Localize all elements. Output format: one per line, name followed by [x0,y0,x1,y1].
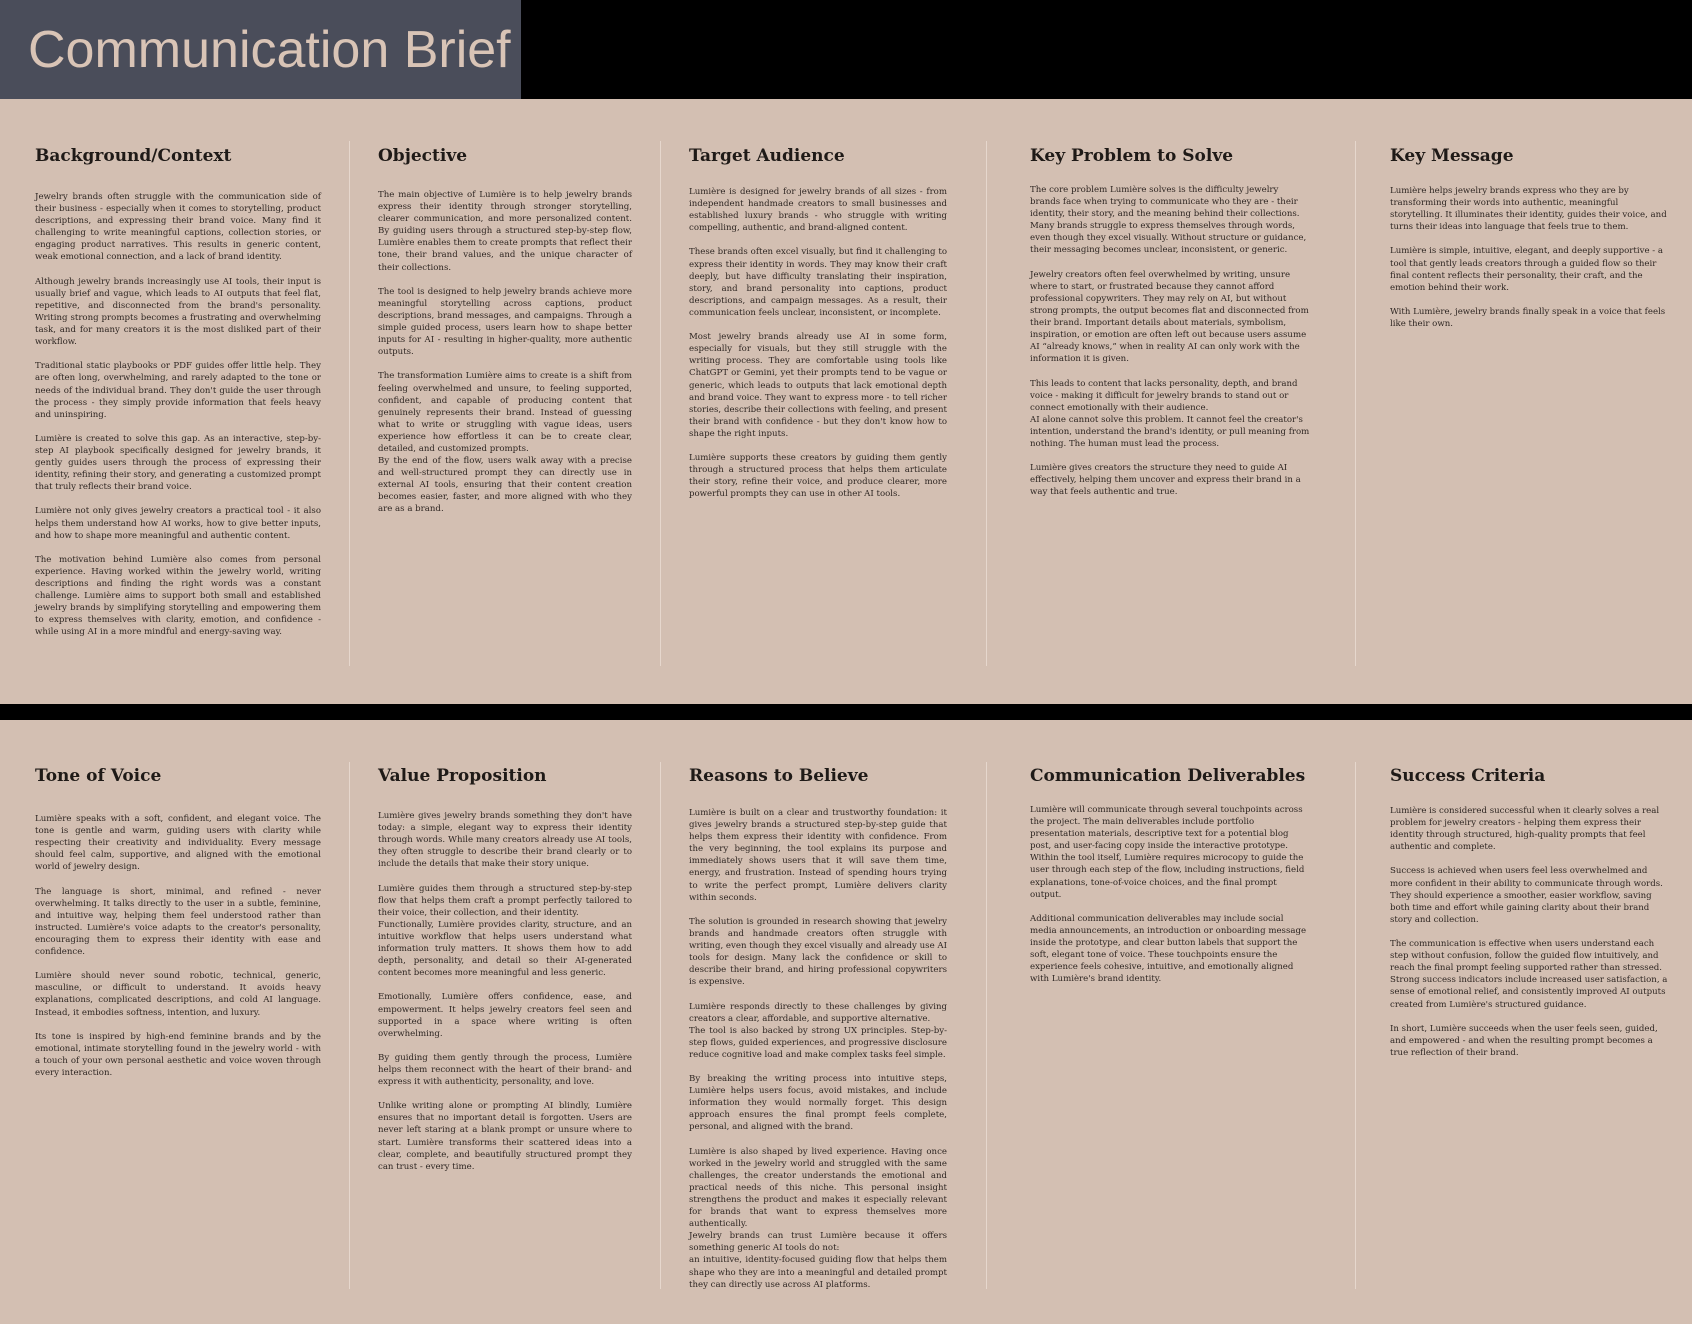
paragraph: Lumière guides them through a structured step-by-step flow that helps them craft a prompt perfectly tailored to their voice, their collection, and their identity. Functionally, Lumière provides clarity, structure, and an intuitive workflow that helps users understand what information truly matters. It shows them how to add depth, personality, and detail so their AI-generated content becomes more meaningful and less generic. [378,883,632,979]
paragraph: By guiding them gently through the process, Lumière helps them reconnect with the heart of their brand- and express it with authenticity, personality, and love. [378,1052,632,1088]
paragraph: Lumière responds directly to these challenges by giving creators a clear, affordable, and supportive alternative. The tool is also backed by strong UX principles. Step-by-step flows, guided experiences, and progressive disclosure reduce cognitive load and make complex tasks feel simple. [689,1001,947,1060]
paragraph: Jewelry brands often struggle with the communication side of their business - especially when it comes to storytelling, product descriptions, and expressing their brand voice. Many find it challenging to write meaningful captions, collection stories, or engaging product narratives. This results in generic content, weak emotional connection, and a lack of brand identity. [35,192,321,263]
paragraph: Lumière not only gives jewelry creators a practical tool - it also helps them understand how AI works, how to give better inputs, and how to shape more meaningful and authentic content. [35,506,321,541]
section-heading: Value Proposition [378,766,547,786]
paragraph: Lumière is also shaped by lived experience. Having once worked in the jewelry world and struggled with the same challenges, the creator understands the emotional and practical needs of this niche. This personal insight strengthens the product and makes it especially relevant for brands that want to express themselves more authentically. Jewelry brands can trust Lumière because it offers something generic AI tools do not: an intuitive, identity-focused guiding flow that helps them shape who they are into a meaningful and detailed prompt they can directly use across AI platforms. [689,1146,947,1290]
column-divider [349,141,350,666]
paragraph: Lumière is created to solve this gap. As an interactive, step-by-step AI playbook specifically designed for jewelry brands, it gently guides users through the process of expressing their identity, refining their story, and generating a customized prompt that truly reflects their brand voice. [35,433,321,493]
section-body [35,191,321,638]
paragraph: Lumière should never sound robotic, technical, generic, masculine, or difficult to understand. It avoids heavy explanations, complicated descriptions, and cold AI language. Instead, it embodies softness, intention, and luxury. [35,971,321,1018]
column-divider [660,141,661,666]
section-body [378,189,632,516]
section-body [1030,184,1310,498]
section-heading: Communication Deliverables [1030,766,1306,786]
column-divider [986,141,987,666]
paragraph: Additional communication deliverables may include social media announcements, an introduction or onboarding message inside the prototype, and clear button labels that support the soft, elegant tone of voice. These touchpoints ensure the experience feels cohesive, intuitive, and emotionally aligned with Lumière's brand identity. [1030,913,1307,985]
column-divider [1355,141,1356,666]
paragraph: The tool is designed to help jewelry brands achieve more meaningful storytelling across captions, product descriptions, brand messages, and campaigns. Through a simple guided process, users learn how to shape better inputs for AI - resulting in higher-quality, more authentic outputs. [378,286,632,358]
paragraph: Lumière will communicate through several touchpoints across the project. The main deliverables include portfolio presentation materials, descriptive text for a potential blog post, and user-facing copy inside the interactive prototype. Within the tool itself, Lumière requires microcopy to guide the user through each step of the flow, including instructions, field explanations, tone-of-voice choices, and the final prompt output. [1030,805,1305,900]
section-body [1030,804,1310,985]
section-heading: Reasons to Believe [689,766,869,786]
paragraph: The core problem Lumière solves is the difficulty jewelry brands face when trying to communicate who they are - their identity, their story, and the meaning behind their collections. Many brands struggle to express themselves through words, even though they excel visually. Without structure or guidance, their messaging becomes unclear, inconsistent, or generic. [1030,185,1307,256]
paragraph: Lumière is considered successful when it clearly solves a real problem for jewelry creators - helping them express their identity through structured, high-quality prompts that feel authentic and complete. [1390,806,1660,853]
section-heading: Background/Context [35,146,232,166]
brief-section-bottom [0,720,1692,1324]
paragraph: Lumière helps jewelry brands express who they are by transforming their words into authentic, meaningful storytelling. It illuminates their identity, guides their voice, and turns their ideas into language that feels true to them. [1390,186,1667,233]
paragraph: The solution is grounded in research showing that jewelry brands and handmade creators often struggle with writing, even though they excel visually and already use AI tools for design. Many lack the confidence or skill to describe their brand, and hiring professional copywriters is expensive. [689,916,947,988]
section-body [35,813,321,1079]
paragraph: The transformation Lumière aims to create is a shift from feeling overwhelmed and unsure, to feeling supported, confident, and capable of producing content that genuinely represents their brand. Instead of guessing what to write or struggling with vague ideas, users experience how effortless it can be to create clear, detailed, and customized prompts. By the end of the flow, users walk away with a precise and well-structured prompt they can directly use in external AI tools, ensuring that their content creation becomes easier, faster, and more aligned with who they are as a brand. [378,371,632,515]
paragraph: Lumière is built on a clear and trustworthy foundation: it gives jewelry brands a structured step-by-step guide that helps them express their identity with confidence. From the very beginning, the tool explains its purpose and immediately shows users that it will save them time, energy, and frustration. Instead of spending hours trying to write the perfect prompt, Lumière delivers clarity within seconds. [689,808,947,903]
title-banner [0,0,521,99]
section-body [689,807,947,1291]
paragraph: Lumière speaks with a soft, confident, and elegant voice. The tone is gentle and warm, guiding users with clarity while respecting their creativity and individuality. Every message should feel calm, supportive, and aligned with the emotional world of jewelry design. [35,814,321,873]
paragraph: This leads to content that lacks personality, depth, and brand voice - making it difficult for jewelry brands to stand out or connect emotionally with their audience. AI alone cannot solve this problem. It cannot feel the creator's intention, understand the brand's identity, or pull meaning from nothing. The human must lead the process. [1030,378,1310,449]
paragraph: In short, Lumière succeeds when the user feels seen, guided, and empowered - and when the resulting prompt becomes a true reflection of their brand. [1390,1023,1658,1058]
section-body [689,186,947,500]
paragraph: Jewelry creators often feel overwhelmed by writing, unsure where to start, or frustrated because they cannot afford professional copywriters. They may rely on AI, but without strong prompts, the output becomes flat and disconnected from their brand. Important details about materials, symbolism, inspiration, or emotion are often left out because users assume AI “already knows,” when in reality AI can only work with the information it is given. [1030,269,1309,365]
column-divider [986,762,987,1289]
paragraph: Lumière is designed for jewelry brands of all sizes - from independent handmade creators to small businesses and established luxury brands - who struggle with writing compelling, authentic, and brand-aligned content. [689,187,947,234]
paragraph: Success is achieved when users feel less overwhelmed and more confident in their ability to communicate through words. They should experience a smoother, easier workflow, saving both time and effort while gaining clarity about their brand story and collection. [1390,866,1663,925]
page-title: Communication Brief [28,21,511,79]
section-body [378,810,632,1173]
paragraph: Most jewelry brands already use AI in some form, especially for visuals, but they still struggle with the writing process. They are comfortable using tools like ChatGPT or Gemini, yet their prompts tend to be vague or generic, which leads to outputs that lack emotional depth and brand voice. They want to express more - to tell richer stories, describe their collections with feeling, and present their brand with confidence - but they don't know how to shape the right inputs. [689,332,947,439]
paragraph: By breaking the writing process into intuitive steps, Lumière helps users focus, avoid mistakes, and include information they would normally forget. This design approach ensures the final prompt feels complete, personal, and aligned with the brand. [689,1074,947,1133]
paragraph: Emotionally, Lumière offers confidence, ease, and empowerment. It helps jewelry creators feel seen and supported in a space where writing is often overwhelming. [378,992,632,1039]
paragraph: Traditional static playbooks or PDF guides offer little help. They are often long, overwhelming, and rarely adapted to the tone or needs of the individual brand. They don't guide the user through the process - they simply provide information that feels heavy and uninspiring. [35,361,321,420]
paragraph: With Lumière, jewelry brands finally speak in a voice that feels like their own. [1390,306,1666,330]
paragraph: The communication is effective when users understand each step without confusion, follow the guided flow intuitively, and reach the final prompt feeling supported rather than stressed. Strong success indicators include increased user satisfaction, a sense of emotional relief, and consistently improved AI outputs created from Lumière's structured guidance. [1390,939,1668,1010]
brief-section-top [0,99,1692,704]
paragraph: Lumière is simple, intuitive, elegant, and deeply supportive - a tool that gently leads creators through a guided flow so their final content reflects their personality, their craft, and the emotion behind their work. [1390,246,1664,293]
paragraph: Unlike writing alone or prompting AI blindly, Lumière ensures that no important detail is forgotten. Users are never left staring at a blank prompt or unsure where to start. Lumière transforms their scattered ideas into a clear, complete, and beautifully structured prompt they can trust - every time. [378,1101,632,1172]
section-body [1390,185,1670,330]
section-heading: Objective [378,146,468,166]
paragraph: Lumière gives creators the structure they need to guide AI effectively, helping them uncover and express their brand in a way that feels authentic and true. [1030,463,1301,498]
paragraph: These brands often excel visually, but find it challenging to express their identity in words. They may know their craft deeply, but have difficulty translating their inspiration, story, and brand personality into captions, product descriptions, and campaign messages. As a result, their communication feels unclear, inconsistent, or incomplete. [689,247,947,318]
paragraph: The language is short, minimal, and refined - never overwhelming. It talks directly to the user in a subtle, feminine, and intuitive way, helping them feel understood rather than instructed. Lumière's voice adapts to the creator's personality, encouraging them to express their identity with ease and confidence. [35,886,321,958]
column-divider [660,762,661,1289]
section-heading: Key Problem to Solve [1030,146,1234,166]
paragraph: The main objective of Lumière is to help jewelry brands express their identity through stronger storytelling, clearer communication, and more personalized content. By guiding users through a structured step-by-step flow, Lumière enables them to create prompts that reflect their tone, their brand values, and the unique character of their collections. [378,190,632,273]
section-heading: Tone of Voice [35,766,162,786]
paragraph: Its tone is inspired by high-end feminine brands and by the emotional, intimate storytelling found in the jewelry world - with a touch of your own personal aesthetic and voice woven through every interaction. [35,1031,321,1078]
column-divider [349,762,350,1289]
column-divider [1355,762,1356,1289]
paragraph: Lumière gives jewelry brands something they don't have today: a simple, elegant way to express their identity through words. While many creators already use AI tools, they often struggle to describe their brand clearly or to include the details that make their story unique. [378,811,632,870]
paragraph: Lumière supports these creators by guiding them gently through a structured process that helps them articulate their story, refine their voice, and produce clearer, more powerful prompts they can use in other AI tools. [689,453,947,500]
section-heading: Success Criteria [1390,766,1546,786]
section-body [1390,805,1670,1059]
paragraph: Although jewelry brands increasingly use AI tools, their input is usually brief and vague, which leads to AI outputs that feel flat, repetitive, and disconnected from the brand's personality. Writing strong prompts becomes a frustrating and overwhelming task, and for many creators it is the most disliked part of their workflow. [35,276,321,348]
section-heading: Key Message [1390,146,1514,166]
section-heading: Target Audience [689,146,845,166]
paragraph: The motivation behind Lumière also comes from personal experience. Having worked within the jewelry world, writing descriptions and finding the right words was a constant challenge. Lumière aims to support both small and established jewelry brands by simplifying storytelling and empowering them to express themselves with clarity, emotion, and confidence - while using AI in a more mindful and energy-saving way. [35,554,321,638]
